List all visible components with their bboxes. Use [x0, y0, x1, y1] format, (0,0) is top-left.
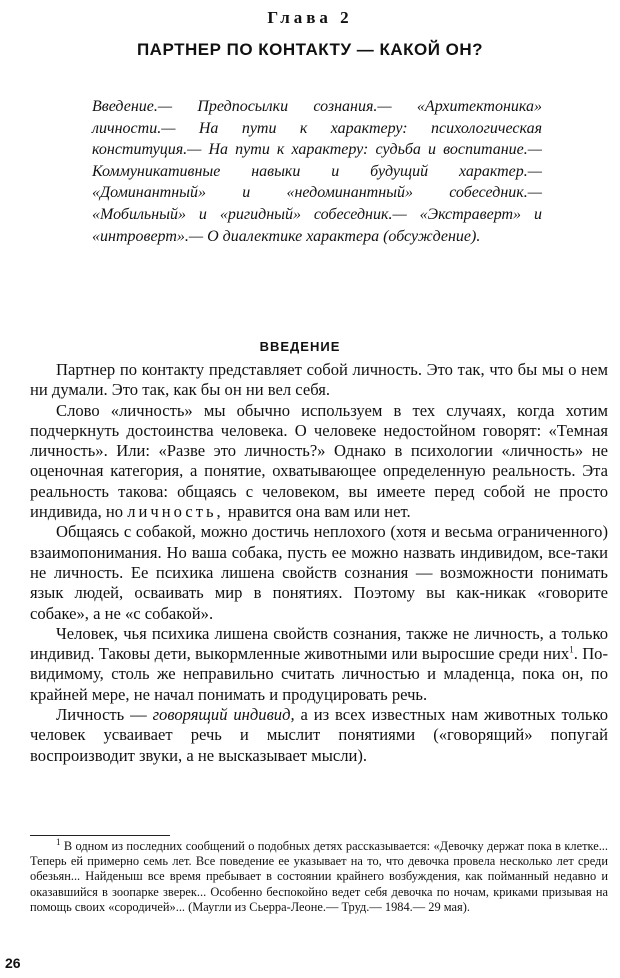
- chapter-label: Глава 2: [267, 8, 353, 27]
- body-text: [30, 360, 608, 766]
- paragraph-2-part-2: нравится она вам или нет.: [227, 502, 411, 522]
- paragraph-4: [30, 624, 608, 705]
- section-heading: ВВЕДЕНИЕ: [259, 339, 341, 354]
- footnote-text: В одном из последних сообщений о подобных детях рассказывается: «Девочку держат пока в клетке... Теперь ей примерно семь лет. Все поведение ее указывает на то, что девочка провела несколько лет среди обезьян... Найденыш все время пребывает в состоянии крайнего возбуждения, как пойманный недавно и оказавшийся в зоопарке зверек... Особенно беспокойно ведет себя девочка по ночам, криками призывая на помощь своих «сородичей»... (Маугли из Сьерра-Леоне.— Труд.— 1984.— 29 мая).: [30, 839, 608, 914]
- paragraph-2-part-1: Слово «личность» мы обычно используем в тех случаях, когда хотим подчеркнуть достоинства человека. О человеке недостойном говорят: «Темная личность». Или: «Разве это личность?» Однако в психологии «личность» не оценочная категория, а понятие, охватывающее определенную реальность. Эта реальность такова: общаясь с человеком, вы имеете перед собой не просто индивида, но: [30, 400, 608, 522]
- paragraph-4-part-1: Человек, чья психика лишена свойств сознания, также не личность, а только индивид. Таковы дети, выкормленные животными или выросшие среди них: [30, 623, 608, 664]
- footnote: [30, 836, 608, 915]
- paragraph-4-part-2: . По-видимому, столь же неправильно считать личностью и младенца, пока он, по крайней мере, не начал понимать и продуцировать речь.: [30, 644, 609, 704]
- footnote-divider: [30, 835, 170, 836]
- paragraph-5: [30, 705, 608, 766]
- italic-phrase: говорящий индивид,: [152, 705, 295, 725]
- paragraph-5-part-2: а из всех известных нам животных только человек усваивает речь и мыслит понятиями («говорящий» попугай воспроизводит звуки, а не высказывает мысли).: [30, 705, 608, 765]
- footnote-marker: 1: [56, 836, 61, 847]
- page-number: 26: [5, 955, 21, 971]
- footnote-reference: 1: [569, 644, 574, 655]
- paragraph-5-part-1: Личность —: [56, 705, 147, 725]
- paragraph-1: Партнер по контакту представляет собой личность. Это так, что бы мы о нем ни думали. Это так, как бы он ни вел себя.: [30, 360, 608, 400]
- chapter-title: ПАРТНЕР ПО КОНТАКТУ — КАКОЙ ОН?: [136, 40, 484, 59]
- paragraph-3: Общаясь с собакой, можно достичь неплохого (хотя и весьма ограниченного) взаимопонимания. Но ваша собака, пусть ее можно назвать индивидом, все-таки не личность. Ее психика лишена свойств сознания — возможности понимать язык людей, осваивать мир в понятиях. Поэтому вы как-никак «говорите собаке», а не «с собакой».: [30, 522, 608, 623]
- paragraph-2: [30, 401, 608, 523]
- emphasized-word: личность,: [127, 502, 224, 522]
- chapter-abstract: Введение.— Предпосылки сознания.— «Архитектоника» личности.— На пути к характеру: психологическая конституция.— На пути к характеру: судьба и воспитание.— Коммуникативные навыки и будущий характер.— «Доминантный» и «недоминантный» собеседник.— «Мобильный» и «ригидный» собеседник.— «Экстраверт» и «интроверт».— О диалектике характера (обсуждение).: [92, 98, 542, 245]
